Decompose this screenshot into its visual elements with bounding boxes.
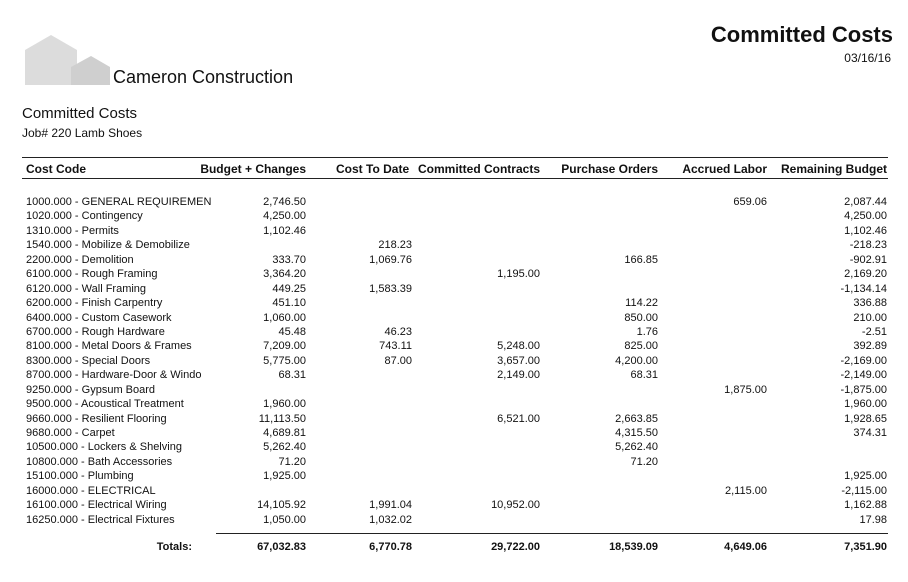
- budget-cell: 4,689.81: [263, 427, 306, 439]
- budget-cell: 71.20: [278, 455, 306, 468]
- cost-code-cell: 1540.000 - Mobilize & Demobilize: [26, 239, 190, 252]
- budget-cell: 11,113.50: [258, 412, 306, 425]
- cost-table-body: [0, 195, 908, 527]
- remaining-budget-cell: 1,925.00: [844, 470, 887, 483]
- cost-code-cell: 6100.000 - Rough Framing: [26, 268, 158, 281]
- table-row: [0, 224, 908, 238]
- budget-cell: 1,050.00: [263, 513, 306, 526]
- house-logo-icon: [25, 33, 110, 85]
- report-subtitle: Committed Costs: [22, 105, 138, 122]
- remaining-budget-cell: -2,149.00: [840, 369, 887, 382]
- cost-code-cell: 10800.000 - Bath Accessories: [26, 455, 173, 468]
- cost-code-cell: 10500.000 - Lockers & Shelving: [26, 441, 182, 454]
- accrued-labor-cell: 1,875.00: [724, 383, 767, 396]
- purchase-orders-cell: 825.00: [624, 340, 658, 353]
- purchase-orders-cell: 68.31: [630, 369, 658, 382]
- cost-code-cell: 16250.000 - Electrical Fixtures: [26, 513, 175, 526]
- committed-contracts-cell: 3,657.00: [497, 354, 540, 367]
- cost-to-date-cell: 46.23: [384, 325, 412, 338]
- budget-cell: 1,925.00: [263, 470, 306, 483]
- remaining-budget-cell: -1,134.14: [840, 282, 887, 295]
- cost-code-cell: 1020.000 - Contingency: [26, 210, 143, 223]
- committed-contracts-cell: 6,521.00: [497, 412, 540, 425]
- table-row: [0, 368, 908, 382]
- remaining-budget-cell: 4,250.00: [844, 210, 887, 223]
- total-remaining-budget: 7,351.90: [844, 541, 887, 553]
- remaining-budget-cell: 1,162.88: [844, 499, 887, 512]
- cost-code-cell: 6120.000 - Wall Framing: [26, 282, 147, 295]
- report-title: Committed Costs: [710, 22, 893, 47]
- cost-code-cell: 16000.000 - ELECTRICAL: [26, 484, 156, 497]
- cost-code-cell: 8100.000 - Metal Doors & Frames: [26, 340, 192, 353]
- cost-to-date-cell: 87.00: [384, 354, 412, 367]
- purchase-orders-cell: 850.00: [624, 311, 658, 324]
- remaining-budget-cell: -2,169.00: [840, 354, 887, 367]
- purchase-orders-cell: 114.22: [625, 297, 658, 310]
- remaining-budget-cell: 1,102.46: [844, 224, 887, 237]
- budget-cell: 1,960.00: [263, 398, 306, 411]
- remaining-budget-cell: 2,169.20: [844, 268, 887, 281]
- cost-to-date-cell: 1,583.39: [369, 282, 412, 295]
- remaining-budget-cell: 17.98: [859, 513, 887, 526]
- remaining-budget-cell: -218.23: [849, 239, 887, 252]
- total-accrued-labor: 4,649.06: [724, 541, 767, 553]
- table-row: [0, 469, 908, 483]
- table-row: [0, 253, 908, 267]
- table-row: [0, 339, 908, 353]
- table-row: [0, 325, 908, 339]
- column-header-remaining-budget: Remaining Budget: [780, 162, 887, 176]
- budget-cell: 68.31: [278, 369, 306, 382]
- cost-code-cell: 9680.000 - Carpet: [26, 427, 115, 439]
- total-budget: 67,032.83: [257, 541, 306, 553]
- committed-contracts-cell: 10,952.00: [491, 499, 540, 512]
- budget-cell: 449.25: [272, 282, 306, 295]
- accrued-labor-cell: 659.06: [733, 196, 767, 208]
- report-date: 03/16/16: [844, 51, 891, 65]
- company-name: Cameron Construction: [113, 67, 294, 87]
- purchase-orders-cell: 2,663.85: [615, 412, 658, 425]
- total-cost-to-date: 6,770.78: [369, 541, 412, 553]
- purchase-orders-cell: 1.76: [636, 325, 658, 338]
- table-row: [0, 412, 908, 426]
- cost-code-cell: 9500.000 - Acoustical Treatment: [26, 398, 184, 411]
- budget-cell: 5,262.40: [263, 441, 306, 454]
- cost-code-cell: 9250.000 - Gypsum Board: [26, 383, 156, 396]
- cost-to-date-cell: 218.23: [378, 239, 412, 252]
- remaining-budget-cell: 1,928.65: [844, 412, 887, 425]
- remaining-budget-cell: 336.88: [853, 297, 887, 310]
- budget-cell: 45.48: [278, 325, 306, 338]
- cost-code-cell: 1310.000 - Permits: [26, 224, 119, 237]
- budget-cell: 1,102.46: [263, 224, 306, 237]
- purchase-orders-cell: 71.20: [630, 455, 658, 468]
- column-header-cost-to-date: Cost To Date: [336, 162, 410, 176]
- budget-cell: 5,775.00: [263, 354, 306, 367]
- remaining-budget-cell: 392.89: [853, 340, 887, 353]
- cost-code-cell: 15100.000 - Plumbing: [26, 470, 134, 483]
- cost-code-cell: 6200.000 - Finish Carpentry: [26, 297, 163, 310]
- column-header-purchase-orders: Purchase Orders: [561, 162, 658, 176]
- total-committed-contracts: 29,722.00: [491, 541, 540, 553]
- committed-contracts-cell: 5,248.00: [497, 340, 540, 353]
- cost-code-cell: 2200.000 - Demolition: [26, 253, 134, 266]
- header-top-rule: [22, 157, 888, 158]
- table-row: [0, 455, 908, 469]
- table-row: [0, 397, 908, 411]
- table-row: [0, 440, 908, 454]
- purchase-orders-cell: 4,315.50: [615, 427, 658, 439]
- table-row: [0, 383, 908, 397]
- table-row: [0, 513, 908, 527]
- table-row: [0, 282, 908, 296]
- cost-code-cell: 16100.000 - Electrical Wiring: [26, 499, 167, 512]
- committed-contracts-cell: 1,195.00: [497, 268, 540, 281]
- cost-to-date-cell: 743.11: [379, 340, 412, 353]
- cost-to-date-cell: 1,991.04: [369, 499, 412, 512]
- header-bottom-rule: [22, 178, 888, 179]
- table-row: [0, 195, 908, 209]
- remaining-budget-cell: 210.00: [853, 311, 887, 324]
- remaining-budget-cell: -902.91: [849, 253, 887, 266]
- budget-cell: 3,364.20: [263, 268, 306, 281]
- committed-contracts-cell: 2,149.00: [497, 369, 540, 382]
- cost-code-cell: 9660.000 - Resilient Flooring: [26, 412, 167, 425]
- budget-cell: 2,746.50: [263, 196, 306, 208]
- remaining-budget-cell: -2.51: [861, 325, 887, 338]
- table-row: [0, 209, 908, 223]
- cost-code-cell: 1000.000 - GENERAL REQUIREMEN: [26, 196, 212, 208]
- table-row: [0, 498, 908, 512]
- budget-cell: 4,250.00: [263, 210, 306, 223]
- accrued-labor-cell: 2,115.00: [724, 484, 767, 497]
- column-header-budget: Budget + Changes: [200, 162, 306, 176]
- table-row: [0, 311, 908, 325]
- table-row: [0, 238, 908, 252]
- totals-label: Totals:: [156, 541, 192, 553]
- purchase-orders-cell: 5,262.40: [615, 441, 658, 454]
- column-header-accrued-labor: Accrued Labor: [682, 162, 767, 176]
- totals-rule: [216, 533, 888, 534]
- budget-cell: 333.70: [272, 253, 306, 266]
- column-header-committed-contracts: Committed Contracts: [417, 162, 540, 176]
- table-row: [0, 426, 908, 440]
- remaining-budget-cell: 2,087.44: [844, 196, 887, 208]
- remaining-budget-cell: 1,960.00: [844, 398, 887, 411]
- cost-to-date-cell: 1,069.76: [369, 253, 412, 266]
- table-row: [0, 484, 908, 498]
- purchase-orders-cell: 166.85: [624, 253, 658, 266]
- cost-code-cell: 8300.000 - Special Doors: [26, 354, 151, 367]
- remaining-budget-cell: -2,115.00: [841, 484, 887, 497]
- total-purchase-orders: 18,539.09: [609, 541, 658, 553]
- cost-code-cell: 8700.000 - Hardware-Door & Windo: [26, 369, 202, 382]
- table-row: [0, 296, 908, 310]
- cost-code-cell: 6700.000 - Rough Hardware: [26, 325, 165, 338]
- budget-cell: 1,060.00: [263, 311, 306, 324]
- table-row: [0, 267, 908, 281]
- purchase-orders-cell: 4,200.00: [615, 354, 658, 367]
- job-label: Job# 220 Lamb Shoes: [22, 126, 143, 140]
- cost-code-cell: 6400.000 - Custom Casework: [26, 311, 172, 324]
- column-header-cost-code: Cost Code: [26, 162, 86, 176]
- remaining-budget-cell: 374.31: [853, 427, 887, 439]
- budget-cell: 14,105.92: [257, 499, 306, 512]
- budget-cell: 7,209.00: [263, 340, 306, 353]
- budget-cell: 451.10: [272, 297, 306, 310]
- cost-to-date-cell: 1,032.02: [369, 513, 412, 526]
- remaining-budget-cell: -1,875.00: [840, 383, 887, 396]
- totals-row: [0, 541, 908, 557]
- table-row: [0, 354, 908, 368]
